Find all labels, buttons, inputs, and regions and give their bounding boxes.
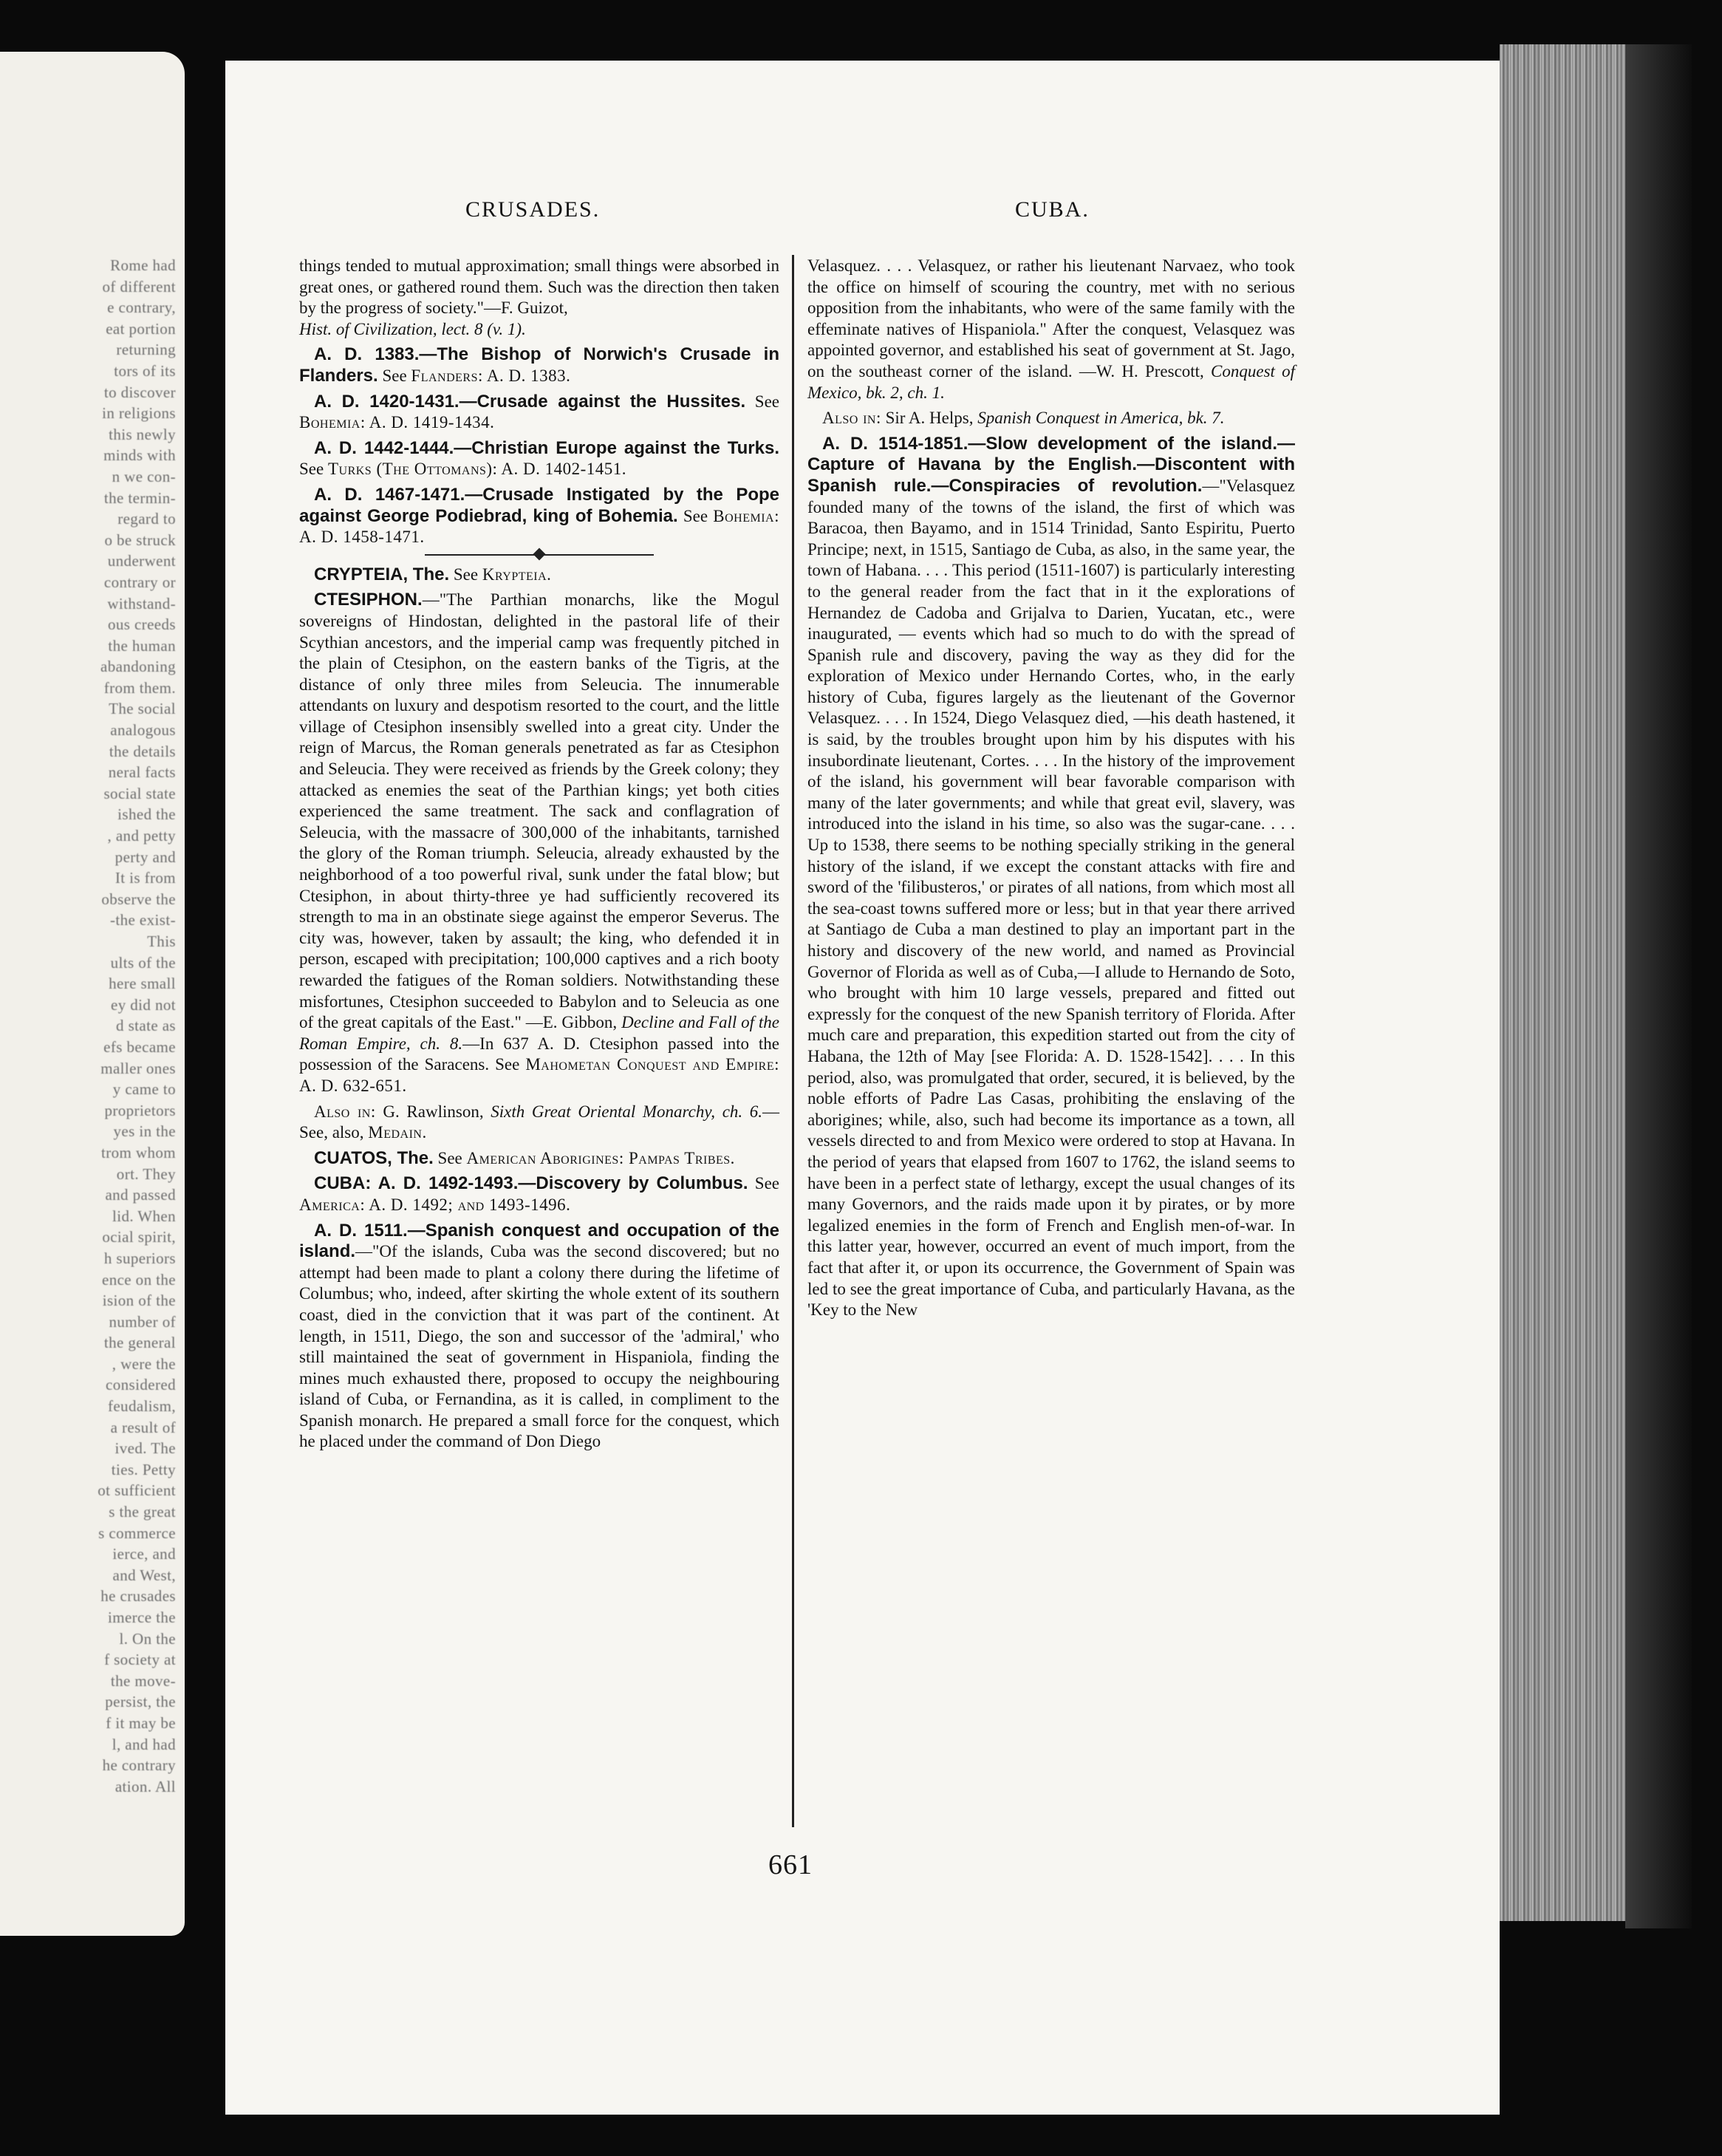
facing-page-line: neral facts — [108, 763, 176, 782]
index-entry — [299, 1173, 779, 1215]
facing-page-line: yes in the — [113, 1122, 176, 1141]
index-entry — [299, 344, 779, 386]
facing-page-line: feudalism, — [107, 1397, 176, 1416]
source-citation: Sixth Great Oriental Monarchy, ch. 6. — [491, 1102, 763, 1121]
entry-heading: CUBA: A. D. 1492-1493.—Discovery by Columbus. — [314, 1173, 748, 1194]
also-in-label: Also in: — [314, 1102, 376, 1121]
facing-page-line: the move- — [110, 1671, 176, 1690]
entry-heading: A. D. 1467-1471.—Crusade Instigated by the Pope against George Podiebrad, king of Bohemia. — [299, 484, 779, 526]
cross-reference: Flanders: A. D. 1383. — [411, 366, 571, 385]
facing-page-text — [0, 255, 176, 1797]
see-label: See — [382, 366, 407, 385]
article-text: —"Velasquez founded many of the towns of the island, the first of which was Baracoa, then Bayamo, and in 1514 Trinidad, Santo Espiritu, Puerto Principe; next, in 1515, Santiago de Cuba, as also, in the same year, the town of Habana. . . . This period (1511-1607) is particularly interesting to the general reader from the fact that in it the explorations of Hernandez de Cadoba and Grijalva to Darien, Yucatan, etc., were inaugurated, — events which had so much to do with the spread of Spanish rule and discovery, paving the way as they did for the exploration of Mexico under Hernando Cortes, who, in the early history of Cuba, figures largely as the lieutenant of the Governor Velasquez. . . . In 1524, Diego Velasquez died, —his death hastened, it is said, by the troubles brought upon him by his disputes with his insubordinate lieutenant, Cortes. . . . In the history of the improvement of the island, his government will bear favorable comparison with many of the later governments; and while that great evil, slavery, was introduced into the island in his time, so also was the sugar-cane. . . . Up to 1538, there seems to be nothing specially striking in the general history of the island, if we except the constant attacks with fire and sword of the 'filibusteros,' or pirates of all nations, from which most all the sea-coast towns suffered more or less; but in that year there arrived at Santiago de Cuba a man destined to play an important part in the history and discovery of the new world, and named as Provincial Governor of Florida as well as of Cuba,—I allude to Hernando de Soto, who brought with him 10 large vessels, prepared and fitted out expressly for the conquest of the new Spanish territory of Florida. After much care and preparation, this expedition started out from the city of Habana, the 12th of May [see Florida: A. D. 1528-1542]. . . . In this period, also, was promulgated that order, secured, it is believed, by the noble efforts of Padre Las Casas, prohibiting the enslaving of the aborigines; while, also, such had become its importance as a town, all vessels directed to and from Mexico were ordered to stop at Havana. In the period of years that elapsed from 1607 to 1762, the island seems to have been in a perfect state of lethargy, except the usual changes of its many Governors, and the raids made upon it by pirates, or by more legalized enemies in the form of French and English men-of-war. In this latter year, however, occurred an event of much import, from the fact that after it, or upon its occurrence, the Government of Spain was led to see the great importance of Cuba, and particularly Havana, as the 'Key to the New — [807, 476, 1295, 1320]
entry-heading: A. D. 1511.—Spanish conquest and occupation of the island. — [299, 1220, 779, 1262]
facing-page-line: withstand- — [107, 594, 176, 613]
facing-page-line: this newly — [109, 425, 176, 443]
left-column — [299, 256, 779, 1453]
facing-page-line: h superiors — [103, 1249, 176, 1267]
entry-heading: A. D. 1420-1431.—Crusade against the Hussites. — [314, 391, 746, 412]
facing-page-line: of different — [102, 277, 176, 296]
page-edge-stack — [1500, 44, 1625, 1921]
cross-reference: Mahometan Conquest and Empire: A. D. 632-651. — [299, 1055, 780, 1095]
facing-page-line: -the exist- — [110, 911, 176, 929]
see-label: See — [453, 564, 479, 584]
facing-page-line: s the great — [109, 1503, 176, 1521]
facing-page-line: number of — [109, 1312, 176, 1331]
facing-page-line: proprietors — [104, 1101, 176, 1119]
facing-page-line: and West, — [112, 1566, 176, 1584]
facing-page-line: ort. They — [116, 1164, 176, 1183]
see-label: See — [683, 506, 708, 525]
facing-page-line: ished the — [117, 805, 176, 824]
facing-page-line: the general — [103, 1334, 176, 1352]
facing-page-line: imerce the — [107, 1609, 176, 1626]
facing-page-line: to discover — [103, 383, 176, 401]
facing-page-line: , were the — [112, 1354, 176, 1373]
cross-reference: American Aborigines: Pampas Tribes. — [466, 1148, 735, 1167]
facing-page-line: persist, the — [105, 1693, 176, 1711]
facing-page-line: d state as — [116, 1017, 176, 1035]
facing-page-line: he contrary — [102, 1756, 176, 1775]
continued-paragraph — [807, 256, 1295, 403]
running-head-left: CRUSADES. — [465, 197, 601, 222]
see-label: See — [299, 460, 324, 479]
see-label: See — [495, 1055, 520, 1074]
facing-page-line: s commerce — [98, 1524, 176, 1542]
article-entry — [299, 590, 779, 1096]
source-citation: Spanish Conquest in America, bk. 7. — [977, 409, 1225, 428]
facing-page-line: in religions — [102, 404, 176, 423]
scan-border — [1625, 44, 1692, 1928]
facing-page-line: the human — [108, 636, 176, 655]
also-in-entry — [299, 1102, 779, 1144]
also-in-text: Sir A. Helps, — [885, 409, 974, 428]
entry-heading: CUATOS, The. — [314, 1147, 434, 1168]
facing-page-line: social state — [103, 784, 176, 802]
facing-page-line: Rome had — [110, 256, 176, 274]
cross-reference: Turks (The Ottomans): A. D. 1402-1451. — [327, 460, 627, 479]
facing-page-line: ot sufficient — [98, 1481, 176, 1500]
article-text: —"The Parthian monarchs, like the Mogul sovereigns of Hindostan, delighted in the pastoral life of their Scythian ancestors, and the imperial camp was frequently pitched in the plain of Ctesiphon, on the eastern banks of the Tigris, at the distance of only three miles from Seleucia. The innumerable attendants on luxury and despotism resorted to the court, and the little village of Ctesiphon insensibly swelled into a great city. Under the reign of Marcus, the Roman generals penetrated as far as Ctesiphon and Seleucia. They were received as friends by the Greek colony; they attacked as enemies the seat of the Parthian kings; yet both cities experienced the same treatment. The sack and conflagration of Seleucia, with the massacre of 300,000 of the inhabitants, tarnished the glory of the Roman triumph. Seleucia, already exhausted by the neighborhood of a too powerful rival, sunk under the fatal blow; but Ctesiphon, in about thirty-three ye had sufficiently recovered its strength to ma in an obstinate siege against the emperor Severus. The city was, however, taken by assault; the king, who defended it in person, escaped with precipitation; 100,000 captives and a rich booty rewarded the fatigues of the Roman soldiers. Notwithstanding these misfortunes, Ctesiphon succeeded to Babylon and to Seleucia as one of the great capitals of the East." —E. Gibbon, — [299, 590, 779, 1032]
facing-page-line: trom whom — [100, 1143, 176, 1161]
facing-page-line: from them. — [103, 678, 176, 697]
cross-reference: America: A. D. 1492; and 1493-1496. — [299, 1195, 571, 1214]
facing-page — [0, 52, 185, 1936]
source-citation: Hist. of Civilization, lect. 8 (v. 1). — [299, 319, 526, 338]
index-entry — [299, 392, 779, 434]
facing-page-line: l. On the — [119, 1629, 176, 1648]
article-text: —"Of the islands, Cuba was the second discovered; but no attempt had been made to plant a colony there during the lifetime of Columbus; who, indeed, after skirting the whole extent of its southern coast, died in the conviction that it was part of the continent. At length, in 1511, Diego, the son and successor of the 'admiral,' who still maintained the seat of government in Hispaniola, finding the mines much exhausted there, proposed to occupy the neighbouring island of Cuba, or Fernandina, as it is called, in compliment to the Spanish monarch. He prepared a small force for the conquest, which he placed under the command of Don Diego — [299, 1242, 779, 1451]
index-entry — [299, 564, 779, 586]
cross-reference: Bohemia: A. D. 1419-1434. — [299, 413, 495, 432]
facing-page-line: returning — [116, 341, 176, 359]
facing-page-line: regard to — [117, 510, 176, 528]
facing-page-line: analogous — [110, 721, 176, 740]
facing-page-line: considered — [106, 1376, 176, 1394]
column-rule — [792, 255, 794, 1827]
facing-page-line: ision of the — [102, 1292, 176, 1310]
facing-page-line: he crusades — [100, 1587, 176, 1606]
facing-page-line: ties. Petty — [111, 1460, 176, 1478]
paragraph-text: Velasquez. . . . Velasquez, or rather his lieutenant Narvaez, who took the office on himself of scouring the country, met with no serious opposition from the inhabitants, who were of the same family with the effeminate natives of Hispaniola." After the conquest, Velasquez was appointed governor, and established his seat of government at St. Jago, on the southeast corner of the island. —W. H. Prescott, — [807, 256, 1295, 381]
section-divider — [299, 550, 779, 559]
facing-page-line: the details — [109, 742, 176, 760]
index-entry — [299, 1148, 779, 1170]
index-entry — [299, 485, 779, 548]
facing-page-line: n we con- — [112, 467, 176, 485]
facing-page-line: contrary or — [103, 573, 176, 591]
see-label: See — [754, 1174, 780, 1193]
facing-page-line: o be struck — [104, 531, 176, 549]
article-entry — [299, 1221, 779, 1453]
facing-page-line: ierce, and — [112, 1545, 176, 1563]
entry-heading: CTESIPHON. — [314, 590, 423, 610]
entry-heading: A. D. 1442-1444.—Christian Europe against the Turks. — [314, 437, 779, 458]
facing-page-line: observe the — [101, 890, 176, 908]
cross-reference: Bohemia: A. D. 1458-1471. — [299, 506, 780, 547]
facing-page-line: abandoning — [100, 658, 176, 676]
facing-page-line: a result of — [110, 1418, 176, 1436]
facing-page-line: underwent — [107, 552, 176, 570]
facing-page-line: perty and — [115, 847, 176, 866]
cross-reference: Krypteia. — [482, 564, 552, 584]
see-label: See — [754, 392, 779, 411]
entry-heading: A. D. 1514-1851.—Slow development of the island.—Capture of Havana by the English.—Discontent with Spanish rule.—Conspiracies of revolution. — [807, 433, 1295, 496]
facing-page-line: ence on the — [101, 1270, 176, 1289]
also-in-text: —See, also, — [299, 1102, 780, 1142]
facing-page-line: ation. All — [115, 1777, 176, 1795]
facing-page-line: and passed — [105, 1186, 176, 1204]
facing-page-line: eat portion — [106, 319, 176, 338]
facing-page-line: This — [147, 932, 176, 950]
facing-page-line: ous creeds — [107, 615, 176, 634]
article-entry — [807, 434, 1295, 1321]
entry-heading: CRYPTEIA, The. — [314, 564, 450, 584]
facing-page-line: It is from — [115, 869, 176, 887]
right-column — [807, 256, 1295, 1321]
facing-page-line: , and petty — [107, 827, 176, 845]
facing-page-line: l, and had — [112, 1735, 176, 1753]
source-citation-line — [299, 319, 779, 341]
facing-page-line: ey did not — [111, 995, 176, 1014]
index-entry — [299, 438, 779, 480]
facing-page-line: efs became — [103, 1037, 176, 1056]
also-in-label: Also in: — [822, 409, 881, 428]
page-number: 661 — [768, 1849, 813, 1880]
facing-page-line: ived. The — [115, 1439, 176, 1458]
running-head-right: CUBA. — [1015, 197, 1090, 222]
entry-heading: A. D. 1383.—The Bishop of Norwich's Crusade in Flanders. — [299, 344, 779, 386]
source-citation: Conquest of Mexico, bk. 2, ch. 1. — [807, 361, 1296, 402]
facing-page-line: minds with — [103, 446, 176, 465]
facing-page-line: f society at — [104, 1651, 176, 1669]
facing-page-line: maller ones — [100, 1059, 176, 1077]
facing-page-line: ocial spirit, — [102, 1228, 176, 1246]
article-text: —In 637 A. D. Ctesiphon passed into the possession of the Saracens. — [299, 1034, 779, 1074]
facing-page-line: f it may be — [106, 1713, 176, 1732]
facing-page-line: ults of the — [110, 953, 176, 972]
facing-page-line: e contrary, — [107, 299, 176, 317]
paragraph-text: things tended to mutual approximation; small things were absorbed in great ones, or gathered round them. Such was the direction then taken by the progress of society."—F. Guizot, — [299, 256, 779, 318]
see-label: See — [437, 1148, 462, 1167]
facing-page-line: the termin- — [103, 488, 176, 507]
facing-page-line: The social — [109, 700, 176, 718]
also-in-entry — [807, 408, 1295, 429]
cross-reference: Medain. — [368, 1123, 427, 1142]
continued-paragraph — [299, 256, 779, 319]
also-in-text: G. Rawlinson, — [383, 1102, 484, 1121]
source-citation: Decline and Fall of the Roman Empire, ch. 8. — [299, 1013, 780, 1053]
facing-page-line: y came to — [112, 1080, 176, 1099]
facing-page-line: here small — [109, 975, 176, 993]
facing-page-line: lid. When — [112, 1207, 176, 1225]
facing-page-line: tors of its — [114, 361, 176, 380]
